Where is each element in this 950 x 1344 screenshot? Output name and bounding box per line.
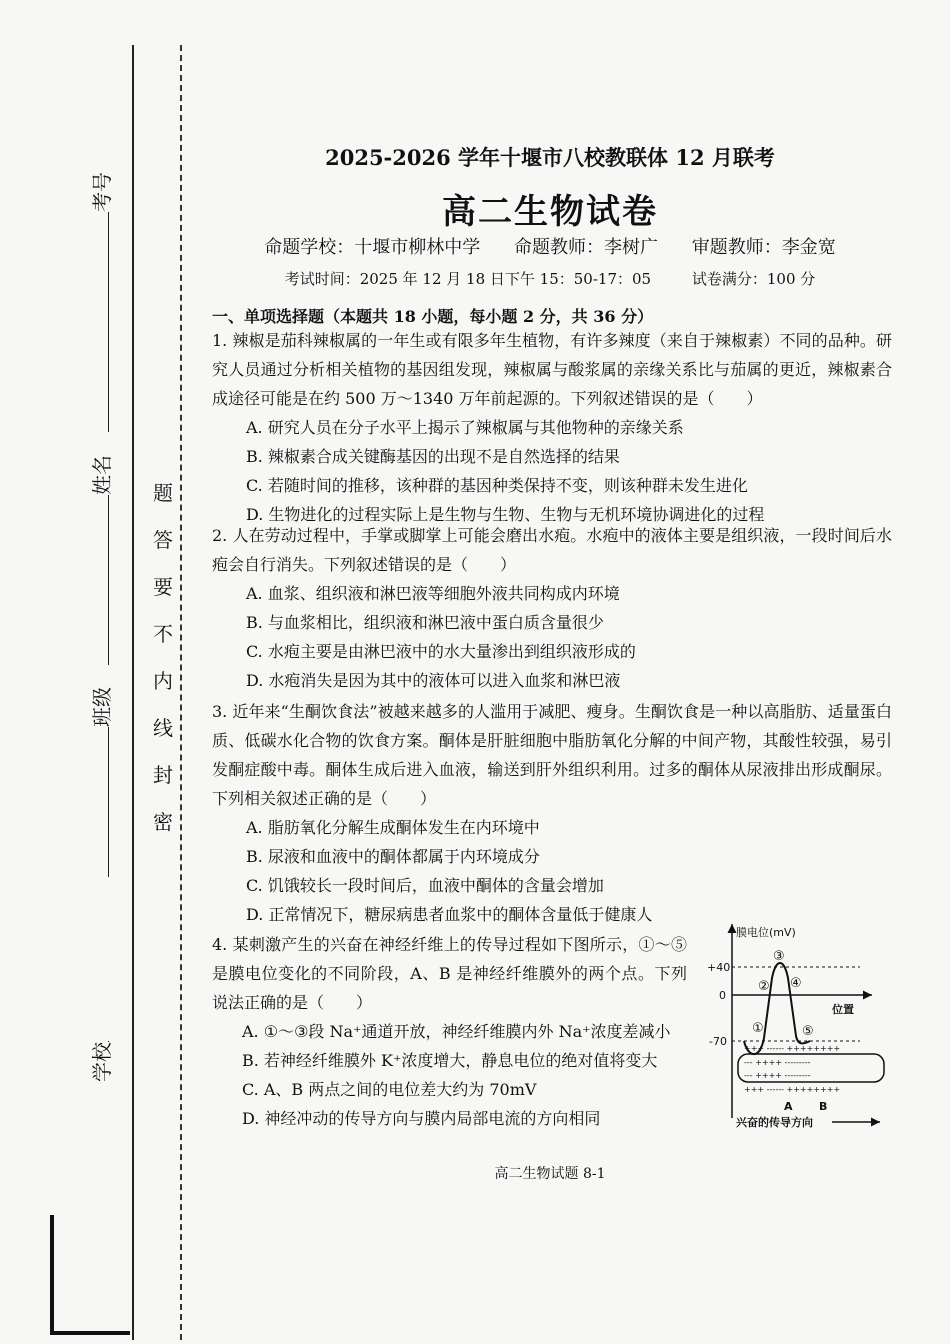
reviewer-teacher: 审题教师：李金宽 <box>691 237 836 258</box>
stage-4-label: ④ <box>790 976 802 991</box>
section-heading: 一、单项选择题（本题共 18 小题，每小题 2 分，共 36 分） <box>212 307 654 326</box>
option-c: C. 饥饿较长一段时间后，血液中酮体的含量会增加 <box>246 876 604 895</box>
name-blank[interactable] <box>108 495 109 665</box>
seal-char: 答 <box>153 528 173 552</box>
question-4-options <box>212 1017 702 1133</box>
option-c: C. 水疱主要是由淋巴液中的水大量渗出到组织液形成的 <box>246 642 636 661</box>
option-b: B. 若神经纤维膜外 K⁺浓度增大，静息电位的绝对值将变大 <box>242 1051 658 1070</box>
stage-2-label: ② <box>758 979 770 994</box>
name-field[interactable] <box>86 455 115 665</box>
corner-mark-vertical <box>50 1215 54 1335</box>
school-label: 学校 <box>90 1042 114 1082</box>
exam-time: 考试时间：2025 年 12 月 18 日下午 15：50-17：05 <box>284 270 652 288</box>
option-a: A. 血浆、组织液和淋巴液等细胞外液共同构成内环境 <box>246 584 620 603</box>
question-4 <box>212 930 687 1017</box>
seal-char: 不 <box>153 622 173 646</box>
y-axis-label: 膜电位(mV) <box>736 926 796 939</box>
school-blank[interactable] <box>108 1041 109 1042</box>
class-label: 班级 <box>90 687 114 727</box>
name-label: 姓名 <box>90 455 114 495</box>
binding-solid-line <box>132 45 134 1340</box>
school-field[interactable] <box>86 1041 115 1082</box>
charges-top-outer: +++ ------ ++++++++ <box>744 1044 841 1053</box>
setting-teacher: 命题教师：李树广 <box>514 237 658 258</box>
question-stem: 1. 辣椒是茄科辣椒属的一年生或有限多年生植物，有许多辣度（来自于辣椒素）不同的品种。研究人员通过分析相关植物的基因组发现，辣椒属与酸浆属的亲缘关系比与茄属的更近，辣椒素合成途径可能是在约 500 万～1340 万年前起源的。下列叙述错误的是（ ） <box>212 331 892 408</box>
corner-mark-horizontal <box>50 1331 130 1335</box>
option-d: D. 正常情况下，糖尿病患者血浆中的酮体含量低于健康人 <box>246 905 653 924</box>
charges-top-inner: --- ++++ --------- <box>744 1058 811 1067</box>
question-3 <box>212 697 892 929</box>
class-field[interactable] <box>86 687 115 877</box>
option-b: B. 辣椒素合成关键酶基因的出现不是自然选择的结果 <box>246 447 620 466</box>
option-c: C. 若随时间的推移，该种群的基因种类保持不变，则该种群未发生进化 <box>246 476 748 495</box>
class-blank[interactable] <box>108 727 109 877</box>
x-axis-label: 位置 <box>832 1003 854 1016</box>
option-d: D. 神经冲动的传导方向与膜内局部电流的方向相同 <box>242 1109 601 1128</box>
option-a: A. ①～③段 Na⁺通道开放，神经纤维膜内外 Na⁺浓度差减小 <box>242 1022 671 1041</box>
exam-title: 2025-2026 学年十堰市八校教联体 12 月联考 <box>325 145 775 170</box>
stage-1-label: ① <box>752 1021 764 1036</box>
binding-dashed-line <box>180 45 182 1340</box>
exam-no-label: 考号 <box>90 172 114 212</box>
point-b-label: B <box>819 1100 828 1113</box>
seal-line-notice <box>148 470 178 846</box>
tick-high: +40 <box>707 961 731 974</box>
tick-low: -70 <box>709 1035 727 1048</box>
stage-3-label: ③ <box>773 949 785 964</box>
seal-char: 要 <box>153 575 173 599</box>
charges-bottom-inner: --- ++++ --------- <box>744 1071 811 1080</box>
option-c: C. A、B 两点之间的电位差大约为 70mV <box>242 1080 537 1099</box>
question-stem: 4. 某刺激产生的兴奋在神经纤维上的传导过程如下图所示，①～⑤是膜电位变化的不同阶段，A、B 是神经纤维膜外的两个点。下列说法正确的是（ ） <box>212 935 687 1012</box>
option-d: D. 生物进化的过程实际上是生物与生物、生物与无机环境协调进化的过程 <box>246 505 765 524</box>
question-1 <box>212 326 892 529</box>
question-2 <box>212 521 892 695</box>
exam-no-blank[interactable] <box>108 212 109 432</box>
question-stem: 2. 人在劳动过程中，手掌或脚掌上可能会磨出水疱。水疱中的液体主要是组织液，一段时间后水疱会自行消失。下列叙述错误的是（ ） <box>212 526 892 574</box>
option-d: D. 水疱消失是因为其中的液体可以进入血浆和淋巴液 <box>246 671 621 690</box>
option-a: A. 脂肪氧化分解生成酮体发生在内环境中 <box>246 818 540 837</box>
seal-char: 内 <box>153 669 173 693</box>
membrane-potential-diagram <box>700 918 890 1133</box>
direction-label: 兴奋的传导方向 <box>736 1116 813 1129</box>
tick-zero: 0 <box>719 989 726 1002</box>
setting-school: 命题学校：十堰市柳林中学 <box>264 237 481 258</box>
exam-info-line <box>200 268 900 289</box>
seal-char: 题 <box>153 481 173 505</box>
option-b: B. 与血浆相比，组织液和淋巴液中蛋白质含量很少 <box>246 613 604 632</box>
seal-char: 密 <box>153 810 173 834</box>
point-a-label: A <box>784 1100 793 1113</box>
seal-char: 线 <box>153 716 173 740</box>
page-footer: 高二生物试题 8-1 <box>494 1166 606 1182</box>
question-stem: 3. 近年来“生酮饮食法”被越来越多的人滥用于减肥、瘦身。生酮饮食是一种以高脂肪、适量蛋白质、低碳水化合物的饮食方案。酮体是肝脏细胞中脂肪氧化分解的中间产物，其酸性较强，易引发酮症酸中毒。酮体生成后进入血液，输送到肝外组织利用。过多的酮体从尿液排出形成酮尿。下列相关叙述正确的是（ ） <box>212 702 892 808</box>
charges-bottom-outer: +++ ------ ++++++++ <box>744 1085 841 1094</box>
author-line <box>200 233 900 259</box>
option-a: A. 研究人员在分子水平上揭示了辣椒属与其他物种的亲缘关系 <box>246 418 684 437</box>
stage-5-label: ⑤ <box>802 1024 814 1039</box>
option-b: B. 尿液和血液中的酮体都属于内环境成分 <box>246 847 540 866</box>
full-score: 试卷满分：100 分 <box>691 270 816 288</box>
exam-no-field[interactable] <box>86 172 115 432</box>
paper-title: 高二生物试卷 <box>442 192 658 232</box>
seal-char: 封 <box>153 763 173 787</box>
